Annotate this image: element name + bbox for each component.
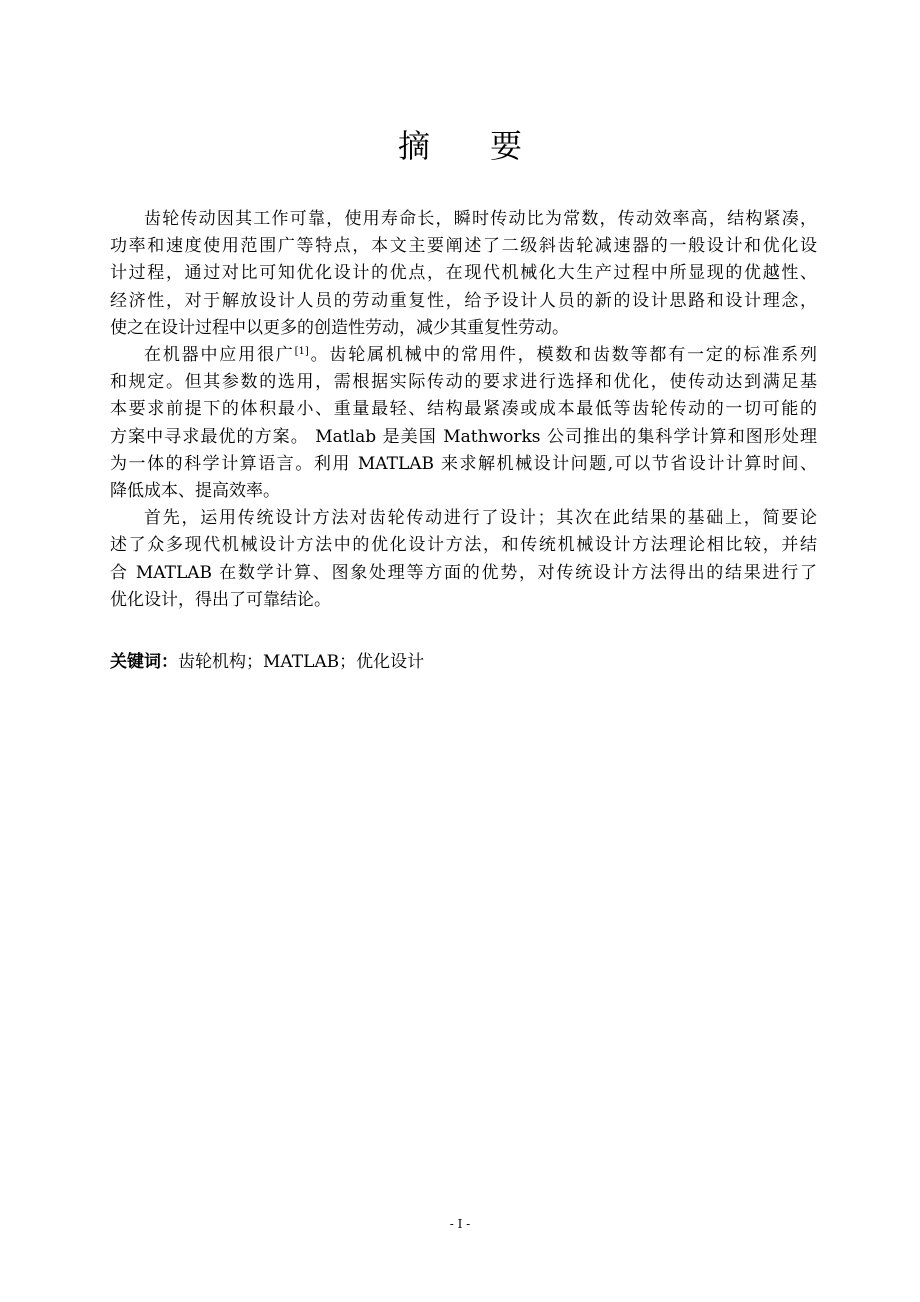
abstract-paragraph-1 bbox=[110, 206, 817, 342]
text-line bbox=[110, 342, 817, 369]
keywords-label: 关键词： bbox=[110, 652, 178, 672]
text-line: 经济性，对于解放设计人员的劳动重复性，给予设计人员的新的设计思路和设计理念， bbox=[110, 290, 817, 311]
text-line: 使之在设计过程中以更多的创造性劳动，减少其重复性劳动。 bbox=[110, 317, 569, 338]
keywords-line bbox=[110, 649, 424, 676]
citation-reference: [1] bbox=[294, 346, 309, 358]
text-line: 首先，运用传统设计方法对齿轮传动进行了设计；其次在此结果的基础上，简要论 bbox=[144, 508, 817, 529]
text-line: 为一体的科学计算语言。利用 MATLAB 来求解机械设计问题,可以节省设计计算时间、 bbox=[110, 453, 817, 474]
text-segment: 。齿轮属机械中的常用件，模数和齿数等都有一定的标准系列 bbox=[308, 345, 818, 366]
text-line: 述了众多现代机械设计方法中的优化设计方法，和传统机械设计方法理论相比较，并结 bbox=[110, 535, 817, 556]
page-title bbox=[0, 124, 920, 168]
text-line: 和规定。但其参数的选用，需根据实际传动的要求进行选择和优化，使传动达到满足基 bbox=[110, 372, 817, 393]
text-line: 降低成本、提高效率。 bbox=[110, 481, 280, 502]
keywords-value: 齿轮机构；MATLAB；优化设计 bbox=[178, 652, 425, 672]
text-line: 功率和速度使用范围广等特点，本文主要阐述了二级斜齿轮减速器的一般设计和优化设 bbox=[110, 236, 817, 257]
page-number: - I - bbox=[449, 1217, 471, 1231]
text-line: 方案中寻求最优的方案。 Matlab 是美国 Mathworks 公司推出的集科学计算和图形处理 bbox=[110, 426, 817, 447]
text-line: 计过程，通过对比可知优化设计的优点，在现代机械化大生产过程中所显现的优越性、 bbox=[110, 263, 817, 284]
abstract-paragraph-2 bbox=[110, 342, 817, 505]
title-char-2: 要 bbox=[490, 127, 523, 165]
abstract-body bbox=[110, 206, 817, 614]
text-line: 优化设计，得出了可靠结论。 bbox=[110, 589, 331, 610]
text-line: 本要求前提下的体积最小、重量最轻、结构最紧凑或成本最低等齿轮传动的一切可能的 bbox=[110, 399, 817, 420]
title-char-1: 摘 bbox=[397, 127, 430, 165]
text-segment: 在机器中应用很广 bbox=[144, 345, 295, 366]
text-line: 齿轮传动因其工作可靠，使用寿命长，瞬时传动比为常数，传动效率高，结构紧凑， bbox=[144, 209, 817, 229]
text-line: 合 MATLAB 在数学计算、图象处理等方面的优势，对传统设计方法得出的结果进行了 bbox=[110, 562, 817, 583]
abstract-paragraph-3 bbox=[110, 505, 817, 614]
